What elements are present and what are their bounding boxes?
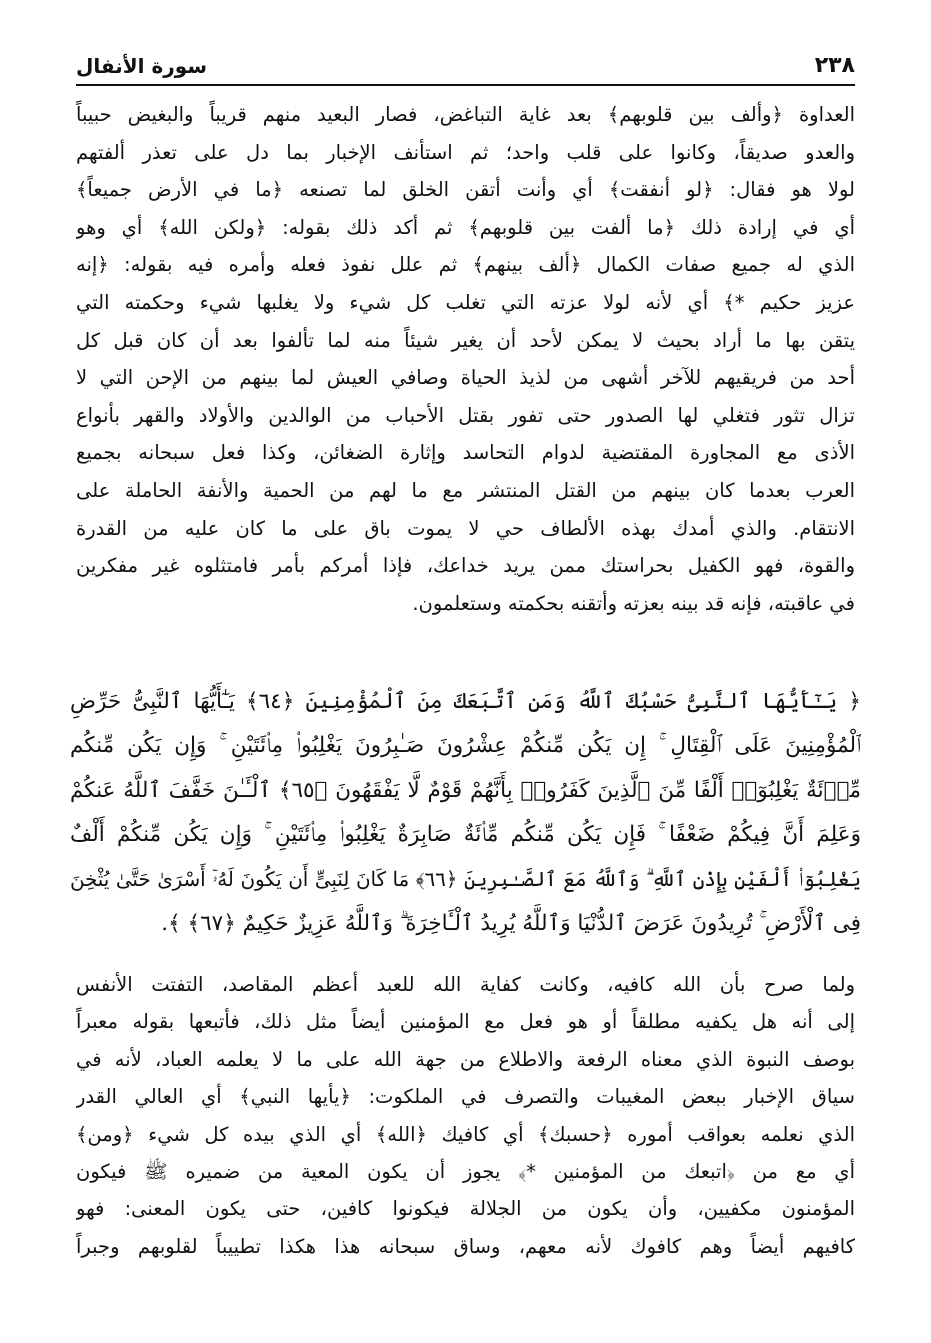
text-line: يتقن بها ما أراد بحيث لا يمكن لأحد أن يغير شيئاً منه لما تألفوا بعد أن كان قبل كل bbox=[76, 328, 855, 352]
page-number: ٢٣٨ bbox=[814, 53, 855, 78]
text-line: أي مع من ﴿اتبعك من المؤمنين *﴾ يجوز أن يكون المعية من ضميره ﷺ فيكون bbox=[76, 1160, 855, 1184]
text-line: الذي نعلمه بعواقب أموره ﴿حسبك﴾ أي كافيك ﴿الله﴾ أي الذي بيده كل شيء ﴿ومن﴾ bbox=[76, 1122, 855, 1146]
surah-title: سورة الأنفال bbox=[76, 54, 208, 78]
text-line: أي في إرادة ذلك ﴿ما ألفت بين قلوبهم﴾ ثم أكد ذلك بقوله: ﴿ولكن الله﴾ أي وهو bbox=[76, 215, 855, 239]
verse-line: ٱلْمُؤْمِنِينَ عَلَى ٱلْقِتَالِ ۚ إِن يَكُن مِّنكُمْ عِشْرُونَ صَـٰبِرُونَ يَغْلِبُوا۟ مِا۟ئَتَيْنِ ۚ وَإِن يَكُن مِّنكُم bbox=[70, 733, 861, 759]
text-line: سياق الإخبار ببعض المغيبات والتصرف في الملكوت: ﴿يأيها النبي﴾ أي العالي القدر bbox=[76, 1085, 855, 1109]
text-line: لولا هو فقال: ﴿لو أنفقت﴾ أي وأنت أتقن الخلق لما تصنعه ﴿ما في الأرض جميعاً﴾ bbox=[76, 178, 855, 202]
commentary-paragraph-top bbox=[76, 96, 855, 622]
text-line: الذي له جميع صفات الكمال ﴿ألف بينهم﴾ ثم علل نفوذ فعله وأمره فيه بقوله: ﴿إنه bbox=[76, 253, 855, 277]
quran-verses-block bbox=[70, 680, 861, 946]
header-divider bbox=[76, 84, 855, 86]
verse-line: فِى ٱلْأَرْضِ ۚ تُرِيدُونَ عَرَضَ ٱلدُّنْيَا وَٱللَّهُ يُرِيدُ ٱلْـَٔاخِرَةَ ۗ وَٱللَّهُ عَزِيزٌ حَكِيمٌ ﴿٦٧﴾ ﴾. bbox=[161, 911, 861, 937]
text-line: عزيز حكيم *﴾ أي لأنه لولا عزته التي تغلب كل شيء ولا يغلبها شيء وحكمته التي bbox=[76, 290, 855, 314]
text-line: الانتقام. والذي أمدك بهذه الألطاف حي لا يموت باق على ما كان عليه من القدرة bbox=[76, 516, 855, 540]
text-line: العرب بعدما كان بينهم من القتل المنتشر مع ما لهم من الحمية والأنفة الحاملة على bbox=[76, 478, 855, 502]
text-line: في عاقبته، فإنه قد بينه بعزته وأتقنه بحكمته وستعلمون. bbox=[412, 591, 855, 615]
verse-line: وَعَلِمَ أَنَّ فِيكُمْ ضَعْفًا ۚ فَإِن يَكُن مِّنكُم مِّا۟ئَةٌ صَابِرَةٌ يَغْلِبُوا۟ مِا۟ئَتَيْنِ ۚ وَإِن يَكُن مِّنكُمْ أَلْفٌ bbox=[70, 822, 861, 848]
text-line: الأذى مع المجاورة المقتضية لدوام التحاسد وإثارة الضغائن، وكذا فعل سبحانه بجميع bbox=[76, 441, 855, 465]
text-line: والقوة، فهو الكفيل بحراستك ممن يريد خداعك، فإذا أمركم بأمر فامتثلوه غير مفكرين bbox=[76, 554, 855, 578]
text-line: ولما صرح بأن الله كافيه، وكانت كفاية الله للعبد أعظم المقاصد، التفتت الأنفس bbox=[76, 973, 855, 996]
text-line: كافيهم أيضاً وهم كافوك لأنه معهم، وساق سبحانه هذا هكذا تطييباً لقلوبهم وجبراً bbox=[76, 1234, 855, 1258]
text-line: المؤمنون مكفيين، وأن يكون من الجلالة فيكونوا كافين، حتى يكون المعنى: فهو bbox=[76, 1197, 855, 1221]
text-line: تزال تثور فتغلي لها الصدور حتى تفور بقتل الأحباب من الوالدين والأولاد والقهر بأنواع bbox=[76, 403, 855, 427]
text-line: بوصف النبوة الذي معناه الرفعة والاطلاع من جهة الله على ما لا يعلمه العباد، لأنه في bbox=[76, 1047, 855, 1071]
page-header bbox=[76, 52, 855, 86]
verse-line: ﴿ يَـٰٓأَيُّهَا ٱلنَّبِىُّ حَسْبُكَ ٱللَّهُ وَمَنِ ٱتَّبَعَكَ مِنَ ٱلْمُؤْمِنِينَ ﴿٦٤﴾ يَـٰٓأَيُّهَا ٱلنَّبِىُّ حَرِّضِ bbox=[70, 689, 861, 714]
verse-line: مِّا۟ئَةٌ يَغْلِبُوٓا۟ أَلْفًا مِّنَ ٱلَّذِينَ كَفَرُوا۟ بِأَنَّهُمْ قَوْمٌ لَّا يَفْقَهُونَ ﴿٦٥﴾ ٱلْـَٔـٰنَ خَفَّفَ ٱللَّهُ عَنكُمْ bbox=[70, 777, 861, 803]
text-line: والعدو صديقاً، وكانوا على قلب واحد؛ ثم استأنف الإخبار بما دل على تعذر ألفتهم bbox=[76, 140, 855, 164]
text-line: إلى أنه هل يكفيه مطلقاً أو هو فعل مع المؤمنين أيضاً مثل ذلك، فأتبعها بقوله معبراً bbox=[76, 1010, 855, 1034]
text-line: العداوة ﴿وألف بين قلوبهم﴾ بعد غاية التباغض، فصار البعيد منهم قريباً والبغيض حبيباً bbox=[76, 103, 855, 126]
commentary-paragraph-bottom bbox=[76, 966, 855, 1265]
verse-line: يَغْلِبُوٓا۟ أَلْفَيْنِ بِإِذْنِ ٱللَّهِ ۗ وَٱللَّهُ مَعَ ٱلصَّـٰبِرِينَ ﴿٦٦﴾ مَا كَانَ لِنَبِىٍّ أَن يَكُونَ لَهُۥٓ أَسْرَىٰ حَتَّىٰ يُثْخِنَ bbox=[70, 867, 861, 891]
text-line: أحد من فريقيهم للآخر أشهى من لذيذ الحياة وصافي العيش لما بينهم من الإحن التي لا bbox=[76, 366, 855, 390]
